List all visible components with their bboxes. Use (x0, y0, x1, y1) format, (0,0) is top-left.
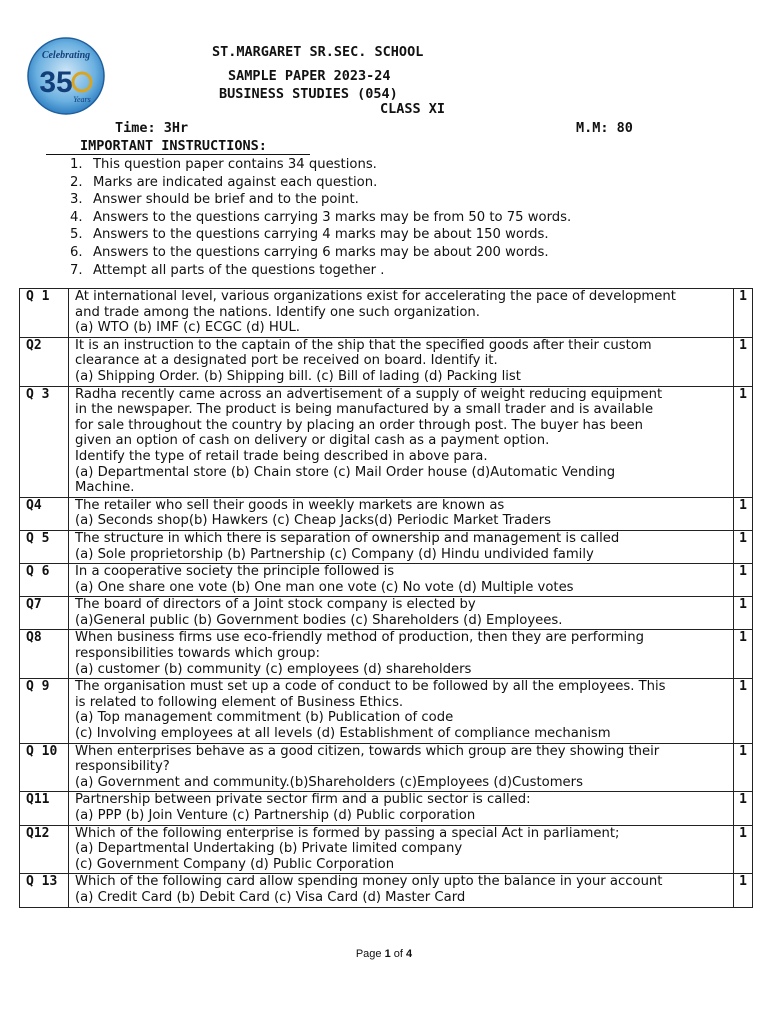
question-marks: 1 (734, 337, 753, 386)
question-number: Q8 (20, 630, 69, 679)
instruction-number: 6. (70, 244, 83, 260)
question-marks: 1 (734, 597, 753, 630)
question-row (20, 564, 753, 597)
question-line: It is an instruction to the captain of the ship that the specified goods after their custom (75, 337, 652, 353)
question-marks: 1 (734, 530, 753, 563)
question-line: (a) customer (b) community (c) employees (d) shareholders (75, 661, 472, 677)
instruction-number: 3. (70, 192, 83, 208)
question-number: Q12 (20, 825, 69, 874)
instructions-underline (46, 154, 310, 155)
instructions-title: IMPORTANT INSTRUCTIONS: (80, 138, 267, 154)
question-row (20, 792, 753, 825)
class-label: CLASS XI (380, 101, 446, 117)
question-line: responsibilities towards which group: (75, 646, 320, 662)
instruction-text: Answers to the questions carrying 6 marks may be about 200 words. (93, 244, 549, 260)
instruction-text: Attempt all parts of the questions together . (93, 262, 385, 278)
subject-title: BUSINESS STUDIES (054) (219, 86, 398, 102)
question-text (69, 597, 734, 630)
footer-total: 4 (406, 948, 413, 960)
question-marks: 1 (734, 497, 753, 530)
instruction-number: 4. (70, 209, 83, 225)
question-line: (a) PPP (b) Join Venture (c) Partnership (d) Public corporation (75, 808, 476, 823)
question-line: Which of the following card allow spending money only upto the balance in your account (75, 874, 663, 890)
max-marks-label: M.M: 80 (576, 120, 633, 136)
svg-text:Years: Years (73, 95, 91, 104)
question-text (69, 743, 734, 792)
question-text (69, 497, 734, 530)
question-line: (a) Top management commitment (b) Publication of code (75, 710, 454, 726)
time-label: Time: 3Hr (115, 120, 189, 136)
question-text (69, 289, 734, 338)
question-text (69, 792, 734, 825)
question-line: (a) Credit Card (b) Debit Card (c) Visa Card (d) Master Card (75, 889, 466, 905)
question-line: At international level, various organizations exist for accelerating the pace of development (75, 289, 676, 304)
question-line: (c) Government Company (d) Public Corporation (75, 856, 395, 872)
question-line: (c) Involving employees at all levels (d) Establishment of compliance mechanism (75, 726, 611, 742)
footer-page: 1 (384, 948, 391, 960)
paper-title: SAMPLE PAPER 2023-24 (228, 68, 391, 84)
question-number: Q7 (20, 597, 69, 630)
question-number: Q11 (20, 792, 69, 825)
question-row (20, 386, 753, 497)
question-line: The board of directors of a Joint stock company is elected by (75, 597, 476, 613)
question-line: Which of the following enterprise is formed by passing a special Act in parliament; (75, 825, 620, 841)
school-logo (26, 36, 106, 116)
instruction-text: Answers to the questions carrying 3 marks may be from 50 to 75 words. (93, 209, 572, 225)
question-line: In a cooperative society the principle followed is (75, 564, 395, 580)
question-row (20, 743, 753, 792)
question-line: (a) Departmental Undertaking (b) Private limited company (75, 841, 463, 857)
instruction-item (70, 174, 571, 192)
question-text (69, 386, 734, 497)
question-row (20, 679, 753, 743)
question-row (20, 630, 753, 679)
question-line: Identify the type of retail trade being described in above para. (75, 448, 488, 464)
instructions-list (70, 156, 571, 279)
question-marks: 1 (734, 630, 753, 679)
question-marks: 1 (734, 564, 753, 597)
question-line: and trade among the nations. Identify one such organization. (75, 304, 480, 320)
question-row (20, 825, 753, 874)
question-row (20, 874, 753, 907)
question-row (20, 337, 753, 386)
instruction-item (70, 156, 571, 174)
question-text (69, 337, 734, 386)
question-line: (a)General public (b) Government bodies (c) Shareholders (d) Employees. (75, 612, 563, 628)
instruction-text: Answers to the questions carrying 4 marks may be about 150 words. (93, 227, 549, 243)
question-line: in the newspaper. The product is being manufactured by a small trader and is available (75, 402, 654, 418)
page-footer (0, 948, 768, 960)
question-text (69, 825, 734, 874)
question-number: Q2 (20, 337, 69, 386)
question-line: (a) Departmental store (b) Chain store (c) Mail Order house (d)Automatic Vending (75, 464, 616, 480)
question-number: Q 9 (20, 679, 69, 743)
questions-table (19, 288, 753, 908)
question-line: clearance at a designated port be received on board. Identify it. (75, 353, 498, 369)
question-number: Q 10 (20, 743, 69, 792)
question-number: Q4 (20, 497, 69, 530)
footer-of: of (390, 948, 407, 960)
instruction-item (70, 209, 571, 227)
question-line: Machine. (75, 480, 135, 496)
svg-text:35: 35 (39, 66, 73, 99)
question-line: The structure in which there is separation of ownership and management is called (75, 530, 620, 546)
question-number: Q 6 (20, 564, 69, 597)
instruction-text: Marks are indicated against each question. (93, 174, 378, 190)
question-line: (a) Sole proprietorship (b) Partnership (c) Company (d) Hindu undivided family (75, 546, 594, 562)
question-marks: 1 (734, 386, 753, 497)
question-line: for sale throughout the country by placing an order through post. The buyer has been (75, 417, 643, 433)
question-marks: 1 (734, 825, 753, 874)
question-line: The organisation must set up a code of conduct to be followed by all the employees. This (75, 679, 666, 695)
question-line: (a) Government and community.(b)Shareholders (c)Employees (d)Customers (75, 774, 583, 790)
question-number: Q 1 (20, 289, 69, 338)
question-marks: 1 (734, 289, 753, 338)
instruction-number: 1. (70, 157, 83, 172)
question-row (20, 530, 753, 563)
question-marks: 1 (734, 679, 753, 743)
question-marks: 1 (734, 792, 753, 825)
question-line: is related to following element of Business Ethics. (75, 694, 404, 710)
question-number: Q 13 (20, 874, 69, 907)
instruction-text: Answer should be brief and to the point. (93, 192, 359, 208)
question-line: Radha recently came across an advertisement of a supply of weight reducing equipment (75, 386, 663, 402)
question-line: When business firms use eco-friendly method of production, then they are performing (75, 630, 644, 646)
footer-prefix: Page (355, 948, 385, 960)
question-text (69, 564, 734, 597)
question-line: The retailer who sell their goods in weekly markets are known as (75, 497, 505, 513)
question-number: Q 3 (20, 386, 69, 497)
question-row (20, 597, 753, 630)
instruction-item (70, 191, 571, 209)
question-number: Q 5 (20, 530, 69, 563)
question-text (69, 874, 734, 907)
question-marks: 1 (734, 874, 753, 907)
svg-text:Celebrating: Celebrating (41, 50, 91, 61)
question-line: (a) Seconds shop(b) Hawkers (c) Cheap Jacks(d) Periodic Market Traders (75, 513, 552, 529)
instruction-item (70, 226, 571, 244)
instruction-number: 5. (70, 227, 83, 243)
question-text (69, 530, 734, 563)
question-line: (a) WTO (b) IMF (c) ECGC (d) HUL. (75, 320, 300, 336)
instruction-item (70, 262, 571, 280)
question-line: (a) One share one vote (b) One man one vote (c) No vote (d) Multiple votes (75, 579, 574, 595)
question-line: When enterprises behave as a good citizen, towards which group are they showing their (75, 743, 660, 759)
question-row (20, 497, 753, 530)
question-text (69, 679, 734, 743)
instruction-item (70, 244, 571, 262)
question-line: given an option of cash on delivery or digital cash as a payment option. (75, 433, 550, 449)
school-name: ST.MARGARET SR.SEC. SCHOOL (212, 44, 424, 60)
instruction-number: 2. (70, 174, 83, 190)
question-line: (a) Shipping Order. (b) Shipping bill. (c) Bill of lading (d) Packing list (75, 368, 521, 384)
question-text (69, 630, 734, 679)
question-line: Partnership between private sector firm and a public sector is called: (75, 792, 531, 808)
question-row (20, 289, 753, 338)
question-marks: 1 (734, 743, 753, 792)
instruction-number: 7. (70, 262, 83, 278)
question-line: responsibility? (75, 759, 170, 775)
instruction-text: This question paper contains 34 questions. (93, 157, 377, 172)
